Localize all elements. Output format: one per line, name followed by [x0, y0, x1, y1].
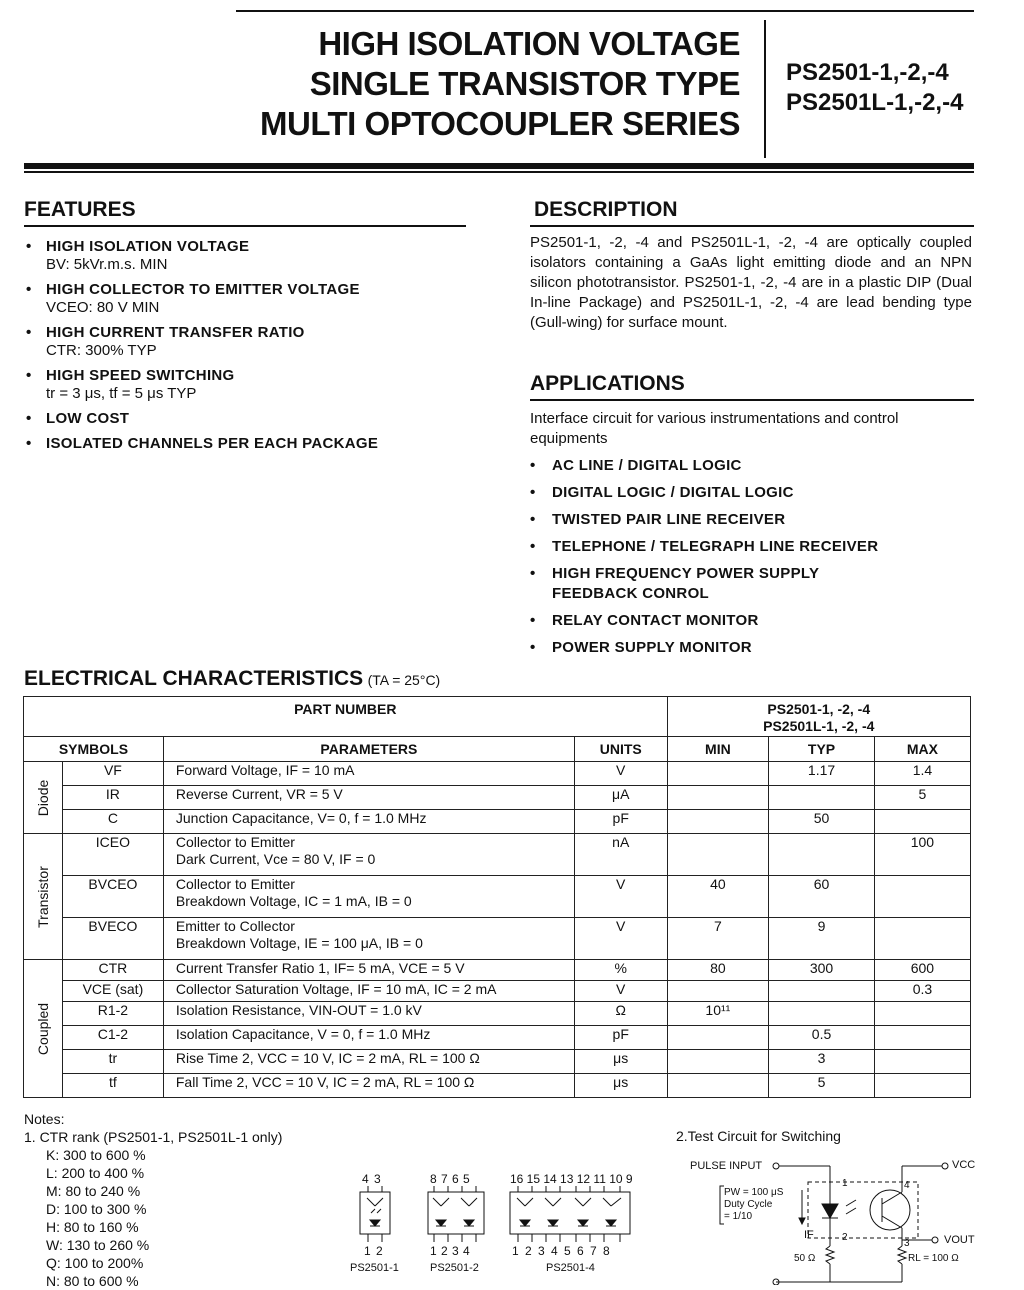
- header-divider: [764, 20, 766, 158]
- vout-label: VOUT: [944, 1234, 975, 1246]
- list-item: Q: 100 to 200%: [46, 1255, 144, 1271]
- col-symbols: SYMBOLS: [24, 737, 164, 762]
- application-item: • DIGITAL LOGIC / DIGITAL LOGIC: [530, 484, 794, 501]
- application-item: • TWISTED PAIR LINE RECEIVER: [530, 511, 786, 528]
- application-item: • POWER SUPPLY MONITOR: [530, 639, 752, 656]
- application-item: • AC LINE / DIGITAL LOGIC: [530, 457, 742, 474]
- part-number-value: PS2501-1, -2, -4 PS2501L-1, -2, -4: [667, 697, 970, 737]
- pkg2-bottom-pins: 1 2 3 4: [430, 1244, 470, 1258]
- description-heading: DESCRIPTION: [534, 198, 678, 221]
- table-row: BVCEO Collector to Emitter Breakdown Voltage, IC = 1 mA, IB = 0 V 40 60: [24, 876, 971, 918]
- group-diode: Diode: [24, 762, 63, 834]
- col-parameters: PARAMETERS: [163, 737, 574, 762]
- table-header-row: [24, 737, 971, 762]
- ctr-rank-list: [24, 1146, 282, 1290]
- pkg4-label: PS2501-4: [546, 1262, 595, 1274]
- application-item: • HIGH FREQUENCY POWER SUPPLY FEEDBACK CONROL: [530, 565, 820, 602]
- list-item: N: 80 to 600 %: [46, 1273, 139, 1289]
- col-units: UNITS: [574, 737, 667, 762]
- part-numbers: [786, 58, 963, 118]
- table-row: tf Fall Time 2, VCC = 10 V, IC = 2 mA, RL = 100 Ω μs 5: [24, 1074, 971, 1098]
- list-item: K: 300 to 600 %: [46, 1147, 146, 1163]
- table-row: C1-2 Isolation Capacitance, V = 0, f = 1.0 MHz pF 0.5: [24, 1026, 971, 1050]
- features-list: [24, 238, 484, 458]
- pkg1-top-pins: 4 3: [362, 1172, 381, 1186]
- col-min: MIN: [667, 737, 769, 762]
- application-item: • RELAY CONTACT MONITOR: [530, 612, 759, 629]
- pulse-spec: PW = 100 μS Duty Cycle = 1/10: [724, 1187, 784, 1222]
- list-item: D: 100 to 300 %: [46, 1201, 147, 1217]
- title-line-3: MULTI OPTOCOUPLER SERIES: [260, 105, 740, 142]
- part-number-line-2: PS2501L-1,-2,-4: [786, 89, 964, 116]
- note-2: 2.Test Circuit for Switching: [676, 1128, 841, 1144]
- notes: [24, 1110, 282, 1290]
- pin2-label: 2: [842, 1232, 848, 1243]
- applications-heading: APPLICATIONS: [530, 372, 685, 395]
- description-rule: [530, 225, 974, 227]
- pkg1-label: PS2501-1: [350, 1262, 399, 1274]
- col-max: MAX: [874, 737, 970, 762]
- table-row: [24, 697, 971, 737]
- table-row: VCE (sat) Collector Saturation Voltage, IF = 10 mA, IC = 2 mA V 0.3: [24, 981, 971, 1002]
- table-row: C Junction Capacitance, V= 0, f = 1.0 MHz pF 50: [24, 810, 971, 834]
- part-number-line-1: PS2501-1,-2,-4: [786, 59, 949, 86]
- description-text: PS2501-1, -2, -4 and PS2501L-1, -2, -4 are optically coupled isolators containing a GaAs light emitting diode and an NPN silicon phototransistor. PS2501-1, -2, -4 are in a plastic DIP (Dual In-line Package) and PS2501L-1, -2, -4 are lead bending type (Gull-wing) for surface mount.: [530, 234, 972, 331]
- features-rule: [24, 225, 466, 227]
- pkg4-bottom-pins: 1 2 3 4 5 6 7 8: [512, 1244, 610, 1258]
- feature-item: • LOW COST: [26, 410, 130, 427]
- package-ps2501-2-diagram: [424, 1186, 488, 1244]
- pkg2-top-pins: 8 7 6 5: [430, 1172, 470, 1186]
- col-typ: TYP: [769, 737, 875, 762]
- table-row: R1-2 Isolation Resistance, VIN-OUT = 1.0 kV Ω 10¹¹: [24, 1002, 971, 1026]
- table-row: BVECO Emitter to Collector Breakdown Voltage, IE = 100 μA, IB = 0 V 7 9: [24, 918, 971, 960]
- r50-label: 50 Ω: [794, 1253, 816, 1264]
- pin3-label: 3: [904, 1238, 910, 1249]
- feature-item: • HIGH COLLECTOR TO EMITTER VOLTAGE VCEO: 80 V MIN: [26, 281, 360, 316]
- pin4-label: 4: [904, 1180, 910, 1191]
- part-number-label: PART NUMBER: [24, 697, 668, 737]
- header-bottom-rule: [24, 163, 974, 169]
- pkg4-top-pins: 16 15 14 13 12 11 10 9: [510, 1172, 633, 1186]
- table-row: Coupled CTR Current Transfer Ratio 1, IF= 5 mA, VCE = 5 V % 80 300 600: [24, 960, 971, 981]
- note-1: 1. CTR rank (PS2501-1, PS2501L-1 only): [24, 1129, 283, 1145]
- pulse-input-label: PULSE INPUT: [690, 1160, 763, 1172]
- header-bottom-rule-thin: [24, 171, 974, 173]
- if-label: IF: [804, 1229, 814, 1241]
- table-row: Transistor ICEO Collector to Emitter Dark Current, Vce = 80 V, IF = 0 nA 100: [24, 834, 971, 876]
- applications-list: [530, 456, 970, 665]
- feature-item: • HIGH SPEED SWITCHING tr = 3 μs, tf = 5 μs TYP: [26, 367, 235, 402]
- list-item: W: 130 to 260 %: [46, 1237, 150, 1253]
- header-top-rule: [236, 10, 974, 12]
- package-ps2501-1-diagram: [356, 1186, 396, 1244]
- feature-item: • HIGH ISOLATION VOLTAGE BV: 5kVr.m.s. MIN: [26, 238, 250, 273]
- table-row: IR Reverse Current, VR = 5 V μA 5: [24, 786, 971, 810]
- pkg1-bottom-pins: 1 2: [364, 1244, 383, 1258]
- list-item: L: 200 to 400 %: [46, 1165, 145, 1181]
- group-transistor: Transistor: [24, 834, 63, 960]
- title-line-2: SINGLE TRANSISTOR TYPE: [309, 65, 740, 102]
- list-item: M: 80 to 240 %: [46, 1183, 141, 1199]
- electrical-characteristics-table: [23, 696, 971, 1098]
- feature-item: • HIGH CURRENT TRANSFER RATIO CTR: 300% TYP: [26, 324, 305, 359]
- group-coupled: Coupled: [24, 960, 63, 1098]
- electrical-heading: ELECTRICAL CHARACTERISTICS: [24, 667, 364, 690]
- feature-item: • ISOLATED CHANNELS PER EACH PACKAGE: [26, 435, 379, 452]
- electrical-condition: (TA = 25°C): [367, 672, 441, 688]
- pin1-label: 1: [842, 1178, 848, 1189]
- table-row: tr Rise Time 2, VCC = 10 V, IC = 2 mA, RL = 100 Ω μs 3: [24, 1050, 971, 1074]
- notes-title: Notes:: [24, 1111, 65, 1127]
- applications-rule: [530, 399, 974, 401]
- vcc-label: VCC: [952, 1159, 976, 1171]
- package-ps2501-4-diagram: [506, 1186, 634, 1244]
- applications-intro: Interface circuit for various instrumentations and control equipments: [530, 410, 899, 447]
- list-item: H: 80 to 160 %: [46, 1219, 139, 1235]
- application-item: • TELEPHONE / TELEGRAPH LINE RECEIVER: [530, 538, 879, 555]
- rl-label: RL = 100 Ω: [908, 1253, 959, 1264]
- title-line-1: HIGH ISOLATION VOLTAGE: [318, 25, 740, 62]
- table-row: Diode VF Forward Voltage, IF = 10 mA V 1.17 1.4: [24, 762, 971, 786]
- document-title: [260, 24, 740, 144]
- pkg2-label: PS2501-2: [430, 1262, 479, 1274]
- electrical-heading-block: [24, 667, 440, 691]
- features-heading: FEATURES: [24, 198, 136, 221]
